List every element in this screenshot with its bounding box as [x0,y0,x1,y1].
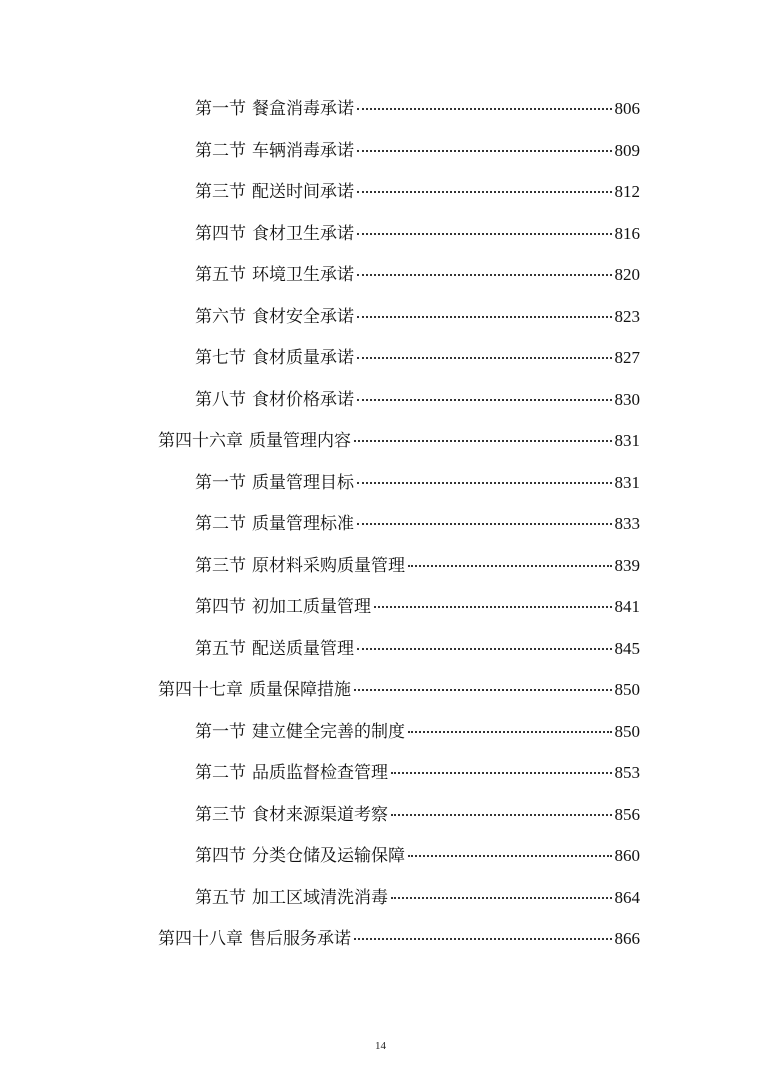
toc-dot-leader [357,522,612,525]
toc-entry-page: 806 [614,99,640,118]
toc-entry-label [195,380,354,422]
toc-dot-leader [357,315,612,318]
toc-entry-title: 质量管理标准 [252,514,354,534]
toc-entry-page: 831 [614,472,640,492]
toc-entry-title: 环境卫生承诺 [252,265,354,285]
toc-entry-number: 第五节 [195,638,246,659]
toc-entry-page: 812 [614,182,640,201]
toc-entry-number: 第一节 [195,99,246,119]
toc-entry-title: 初加工质量管理 [252,597,371,617]
toc-entry-number: 第二节 [195,140,246,161]
toc-entry-page: 816 [614,223,640,243]
toc-section-entry[interactable] [0,296,761,338]
toc-dot-leader [357,481,612,484]
toc-dot-leader [357,190,612,193]
toc-entry-title: 食材来源渠道考察 [252,804,388,825]
toc-entry-label [195,172,354,214]
toc-entry-title: 餐盒消毒承诺 [252,99,354,119]
toc-dot-leader [357,232,612,235]
toc-section-entry[interactable] [0,752,761,794]
toc-section-entry[interactable] [0,171,761,213]
toc-entry-label [195,878,388,920]
toc-entry-number: 第四节 [195,597,246,617]
toc-entry-number: 第五节 [195,887,246,908]
toc-entry-label [195,795,388,837]
toc-entry-title: 食材安全承诺 [252,306,354,327]
toc-entry-label [195,255,354,297]
toc-entry-label [195,214,354,256]
toc-entry-number: 第七节 [195,348,246,368]
toc-section-entry[interactable] [0,379,761,421]
toc-entry-title: 原材料采购质量管理 [252,555,405,576]
toc-entry-number: 第四节 [195,223,246,244]
toc-entry-page: 864 [614,887,640,907]
page-number: 14 [375,1040,386,1052]
toc-entry-page: 841 [614,597,640,616]
toc-section-entry[interactable] [0,877,761,919]
toc-entry-number: 第四十八章 [158,929,243,949]
toc-entry-number: 第一节 [195,721,246,742]
toc-entry-title: 配送时间承诺 [252,182,354,202]
toc-dot-leader [357,398,612,401]
toc-entry-label [195,587,371,629]
toc-section-entry[interactable] [0,130,761,172]
toc-entry-label [195,89,354,131]
toc-chapter-entry[interactable] [0,918,761,960]
toc-section-entry[interactable] [0,254,761,296]
toc-dot-leader [391,896,612,899]
toc-entry-number: 第二节 [195,763,246,783]
toc-entry-page: 853 [614,763,640,782]
toc-entry-page: 860 [614,846,640,865]
toc-entry-title: 分类仓储及运输保障 [252,846,405,866]
toc-entry-page: 856 [614,804,640,824]
toc-section-entry[interactable] [0,213,761,255]
toc-entry-label [195,297,354,339]
table-of-contents [0,88,761,960]
toc-entry-label [195,712,405,754]
toc-entry-number: 第三节 [195,182,246,202]
toc-entry-title: 质量管理目标 [252,472,354,493]
toc-dot-leader [374,605,612,608]
toc-entry-title: 品质监督检查管理 [252,763,388,783]
toc-entry-page: 827 [614,348,640,367]
toc-section-entry[interactable] [0,88,761,130]
toc-section-entry[interactable] [0,794,761,836]
toc-entry-page: 830 [614,389,640,409]
toc-entry-label [195,504,354,546]
toc-entry-title: 配送质量管理 [252,638,354,659]
toc-entry-label [195,836,405,878]
toc-entry-title: 食材质量承诺 [252,348,354,368]
toc-entry-page: 850 [614,721,640,741]
toc-entry-label [195,131,354,173]
toc-section-entry[interactable] [0,503,761,545]
toc-dot-leader [408,854,612,857]
toc-dot-leader [391,813,612,816]
toc-entry-label [195,753,388,795]
toc-entry-number: 第八节 [195,389,246,410]
toc-entry-label [195,629,354,671]
toc-entry-number: 第六节 [195,306,246,327]
toc-dot-leader [391,771,612,774]
toc-entry-label [195,546,405,588]
toc-section-entry[interactable] [0,337,761,379]
toc-entry-page: 820 [614,265,640,284]
toc-dot-leader [357,107,612,110]
toc-entry-title: 建立健全完善的制度 [252,721,405,742]
toc-section-entry[interactable] [0,835,761,877]
toc-entry-number: 第四节 [195,846,246,866]
toc-dot-leader [357,273,612,276]
toc-entry-number: 第三节 [195,804,246,825]
toc-chapter-entry[interactable] [0,420,761,462]
toc-entry-page: 850 [614,680,640,699]
toc-entry-title: 车辆消毒承诺 [252,140,354,161]
toc-entry-label [195,338,354,380]
toc-section-entry[interactable] [0,462,761,504]
toc-dot-leader [408,564,612,567]
toc-section-entry[interactable] [0,711,761,753]
toc-entry-number: 第二节 [195,514,246,534]
toc-entry-label [158,670,351,712]
toc-entry-page: 809 [614,140,640,160]
toc-dot-leader [408,730,612,733]
toc-dot-leader [357,647,612,650]
toc-entry-page: 823 [614,306,640,326]
toc-entry-title: 质量管理内容 [249,431,351,451]
toc-section-entry[interactable] [0,628,761,670]
toc-entry-title: 质量保障措施 [249,680,351,700]
toc-entry-page: 839 [614,555,640,575]
toc-dot-leader [354,688,612,691]
toc-entry-number: 第一节 [195,472,246,493]
toc-entry-page: 845 [614,638,640,658]
toc-entry-title: 食材价格承诺 [252,389,354,410]
toc-entry-number: 第四十六章 [158,431,243,451]
toc-entry-number: 第五节 [195,265,246,285]
toc-dot-leader [354,937,612,940]
toc-entry-page: 833 [614,514,640,533]
toc-entry-title: 加工区域清洗消毒 [252,887,388,908]
toc-entry-page: 866 [614,929,640,948]
toc-entry-page: 831 [614,431,640,450]
toc-dot-leader [357,149,612,152]
toc-chapter-entry[interactable] [0,669,761,711]
toc-entry-label [158,421,351,463]
toc-entry-title: 售后服务承诺 [249,929,351,949]
toc-dot-leader [357,356,612,359]
toc-entry-number: 第三节 [195,555,246,576]
toc-entry-title: 食材卫生承诺 [252,223,354,244]
toc-section-entry[interactable] [0,545,761,587]
toc-entry-label [158,919,351,961]
toc-section-entry[interactable] [0,586,761,628]
toc-entry-number: 第四十七章 [158,680,243,700]
toc-dot-leader [354,439,612,442]
toc-entry-label [195,463,354,505]
